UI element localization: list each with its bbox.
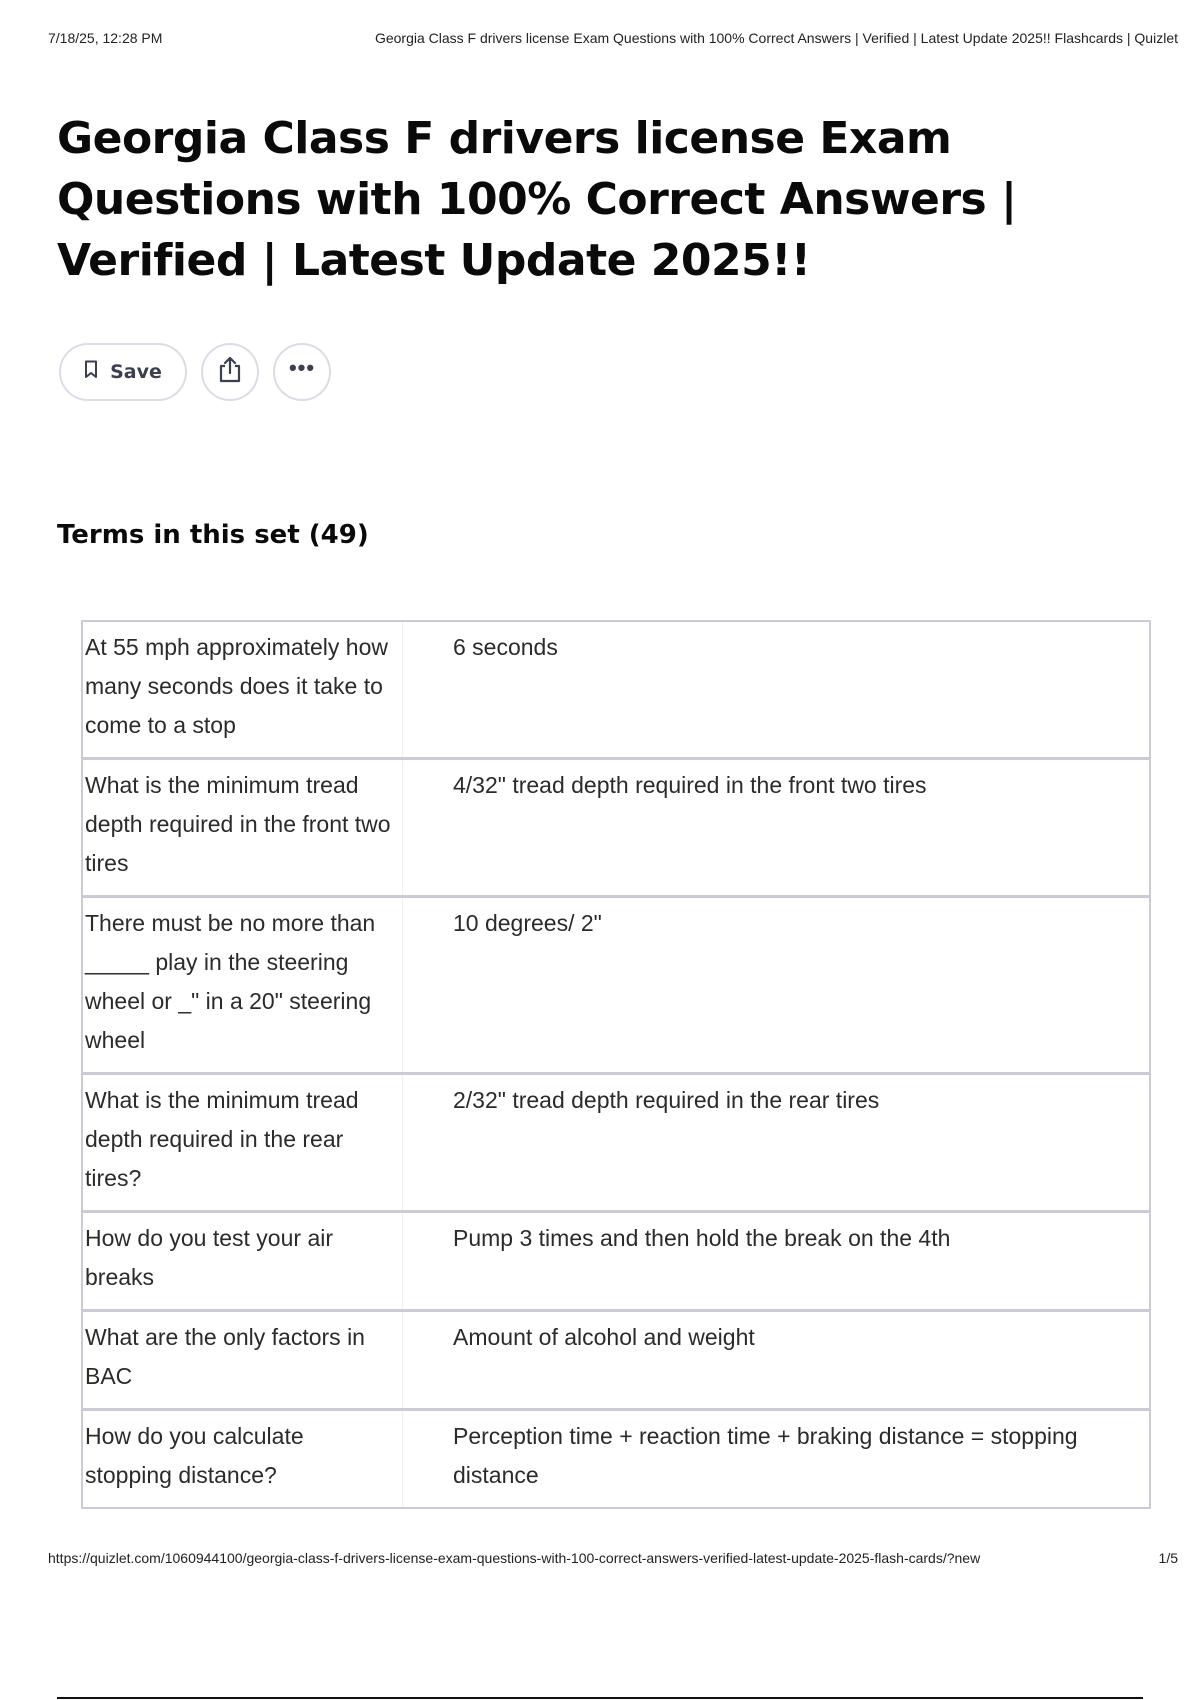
definition-text: 4/32" tread depth required in the front two tires xyxy=(453,772,927,798)
share-icon xyxy=(217,356,243,389)
page-divider xyxy=(57,1697,1143,1699)
term-row xyxy=(83,1312,1149,1411)
definition-text: Amount of alcohol and weight xyxy=(453,1324,755,1350)
save-button[interactable] xyxy=(59,343,187,401)
term-text: What is the minimum tread depth required in the rear tires? xyxy=(83,1075,403,1210)
term-row xyxy=(83,898,1149,1075)
term-row xyxy=(83,1411,1149,1507)
terms-heading: Terms in this set (49) xyxy=(57,520,369,550)
terms-table xyxy=(81,620,1151,1509)
more-options-icon: ••• xyxy=(288,355,316,380)
term-row xyxy=(83,1075,1149,1213)
print-datetime: 7/18/25, 12:28 PM xyxy=(48,30,163,46)
definition-text: 2/32" tread depth required in the rear tires xyxy=(453,1087,880,1113)
definition-text: Pump 3 times and then hold the break on the 4th xyxy=(453,1225,951,1251)
bookmark-icon xyxy=(84,360,98,384)
print-url: https://quizlet.com/1060944100/georgia-class-f-drivers-license-exam-questions-with-100-correct-answers-verified-latest-update-2025-flash-cards/?new xyxy=(48,1550,981,1566)
term-text: What are the only factors in BAC xyxy=(83,1312,403,1408)
print-footer xyxy=(48,1550,1178,1566)
print-header xyxy=(48,30,1178,46)
print-page-title: Georgia Class F drivers license Exam Questions with 100% Correct Answers | Verified | Latest Update 2025!! Flashcards | Quizlet xyxy=(374,30,1178,46)
definition-text: 10 degrees/ 2" xyxy=(453,910,602,936)
term-text: How do you test your air breaks xyxy=(83,1213,403,1309)
term-row xyxy=(83,1213,1149,1312)
set-actions xyxy=(59,343,331,401)
term-text: What is the minimum tread depth required in the front two tires xyxy=(83,760,403,895)
term-row xyxy=(83,760,1149,898)
more-options-button[interactable] xyxy=(273,343,331,401)
definition-text: 6 seconds xyxy=(453,634,558,660)
set-title: Georgia Class F drivers license Exam Questions with 100% Correct Answers | Verified | Latest Update 2025!! xyxy=(57,113,1017,286)
term-row xyxy=(83,622,1149,760)
save-button-label: Save xyxy=(110,361,162,383)
print-page-number: 1/5 xyxy=(1158,1550,1178,1566)
term-text: There must be no more than _____ play in the steering wheel or _" in a 20" steering wheel xyxy=(83,898,403,1072)
share-button[interactable] xyxy=(201,343,259,401)
term-text: How do you calculate stopping distance? xyxy=(83,1411,403,1507)
definition-text: Perception time + reaction time + braking distance = stopping distance xyxy=(453,1423,1078,1488)
term-text: At 55 mph approximately how many seconds does it take to come to a stop xyxy=(83,622,403,757)
